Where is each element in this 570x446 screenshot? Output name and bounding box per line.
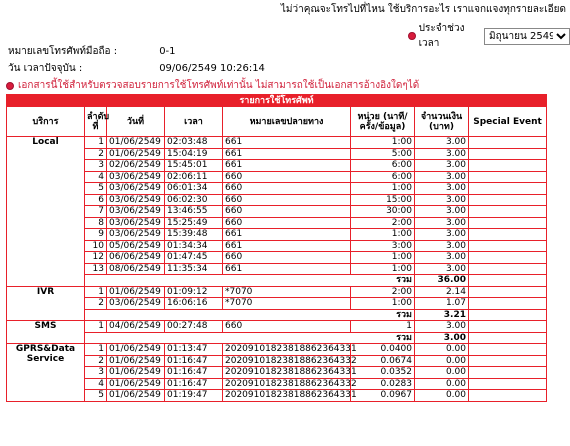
- special-event-cell: [469, 286, 547, 298]
- service-cell: GPRS&Data Service: [7, 344, 85, 402]
- table-cell: 9: [85, 229, 107, 241]
- table-cell: 05/06/2549: [107, 240, 165, 252]
- table-cell: 661: [223, 229, 351, 241]
- phone-label: หมายเลขโทรศัพท์มือถือ :: [8, 46, 118, 57]
- column-header: บริการ: [7, 107, 85, 137]
- table-cell: 12: [85, 252, 107, 264]
- table-cell: 202091018238188623643​32: [223, 355, 351, 367]
- special-event-cell: [469, 252, 547, 264]
- table-cell: 660: [223, 206, 351, 218]
- table-row: [7, 206, 547, 218]
- table-cell: 01/06/2549: [107, 137, 165, 149]
- special-event-cell: [469, 355, 547, 367]
- special-event-cell: [469, 390, 547, 402]
- table-cell: 01:16:47: [165, 355, 223, 367]
- datetime-label: วัน เวลาปัจจุบัน :: [8, 63, 83, 74]
- column-header: หน่วย (นาที/ครั้ง/ข้อมูล): [351, 107, 415, 137]
- table-cell: 0.00: [415, 355, 469, 367]
- table-cell: 01/06/2549: [107, 148, 165, 160]
- special-event-cell: [469, 275, 547, 287]
- table-cell: 1:00: [351, 137, 415, 149]
- sum-value: 3.00: [415, 332, 469, 344]
- special-event-cell: [469, 217, 547, 229]
- table-cell: 4: [85, 171, 107, 183]
- table-cell: 3:00: [351, 240, 415, 252]
- table-header-row: [7, 107, 547, 137]
- table-cell: 3.00: [415, 206, 469, 218]
- table-cell: 202091018238188623643​31: [223, 390, 351, 402]
- phone-row: [8, 44, 176, 59]
- table-cell: 5: [85, 390, 107, 402]
- table-cell: 3.00: [415, 137, 469, 149]
- table-cell: 660: [223, 183, 351, 195]
- table-cell: 01/06/2549: [107, 378, 165, 390]
- table-cell: 02:03:48: [165, 137, 223, 149]
- table-cell: 0.0352: [351, 367, 415, 379]
- table-row: [7, 240, 547, 252]
- table-cell: 3.00: [415, 160, 469, 172]
- table-cell: 3.00: [415, 252, 469, 264]
- table-cell: 1:00: [351, 252, 415, 264]
- table-cell: 06:02:30: [165, 194, 223, 206]
- special-event-cell: [469, 240, 547, 252]
- table-row: [7, 160, 547, 172]
- sum-value: 36.00: [415, 275, 469, 287]
- table-cell: 02/06/2549: [107, 160, 165, 172]
- notice: [6, 78, 419, 93]
- column-header: เวลา: [165, 107, 223, 137]
- sum-value: 3.21: [415, 309, 469, 321]
- special-event-cell: [469, 148, 547, 160]
- table-cell: 30:00: [351, 206, 415, 218]
- table-cell: 0.00: [415, 378, 469, 390]
- table-cell: 3.00: [415, 321, 469, 333]
- table-row: [7, 344, 547, 356]
- service-cell: SMS: [7, 321, 85, 344]
- table-cell: 00:27:48: [165, 321, 223, 333]
- table-cell: 1:00: [351, 298, 415, 310]
- table-cell: 1: [85, 344, 107, 356]
- table-cell: 6:00: [351, 160, 415, 172]
- table-cell: 03/06/2549: [107, 194, 165, 206]
- table-cell: 660: [223, 252, 351, 264]
- table-cell: 1:00: [351, 263, 415, 275]
- table-row: [7, 378, 547, 390]
- table-cell: 0.0674: [351, 355, 415, 367]
- table-cell: 1: [85, 286, 107, 298]
- table-cell: 01/06/2549: [107, 344, 165, 356]
- table-cell: 202091018238188623643​32: [223, 378, 351, 390]
- table-row: [7, 217, 547, 229]
- table-cell: 8: [85, 217, 107, 229]
- table-cell: 1: [85, 137, 107, 149]
- table-cell: 3.00: [415, 171, 469, 183]
- table-cell: 6:00: [351, 171, 415, 183]
- table-cell: 4: [85, 378, 107, 390]
- table-cell: 01/06/2549: [107, 286, 165, 298]
- table-cell: 660: [223, 171, 351, 183]
- table-cell: 01/06/2549: [107, 355, 165, 367]
- column-header: วันที่: [107, 107, 165, 137]
- table-cell: 10: [85, 240, 107, 252]
- table-cell: 0.00: [415, 344, 469, 356]
- table-cell: 1:00: [351, 229, 415, 241]
- table-cell: 3.00: [415, 217, 469, 229]
- table-cell: 3.00: [415, 263, 469, 275]
- table-cell: 03/06/2549: [107, 298, 165, 310]
- table-cell: 0.00: [415, 390, 469, 402]
- special-event-cell: [469, 194, 547, 206]
- table-cell: 13:46:55: [165, 206, 223, 218]
- table-cell: 6: [85, 194, 107, 206]
- special-event-cell: [469, 367, 547, 379]
- table-cell: 01:19:47: [165, 390, 223, 402]
- table-cell: *7070: [223, 286, 351, 298]
- table-row: [7, 286, 547, 298]
- table-cell: 1:00: [351, 183, 415, 195]
- table-cell: 0.0400: [351, 344, 415, 356]
- table-cell: 3: [85, 367, 107, 379]
- table-cell: 3.00: [415, 229, 469, 241]
- table-row: [7, 263, 547, 275]
- special-event-cell: [469, 183, 547, 195]
- table-cell: 01:13:47: [165, 344, 223, 356]
- usage-table: [6, 94, 547, 402]
- phone-value: 0-1: [159, 46, 176, 57]
- usage-table-container: [6, 94, 546, 446]
- table-cell: 03/06/2549: [107, 217, 165, 229]
- table-cell: 1: [351, 321, 415, 333]
- table-cell: 01/06/2549: [107, 390, 165, 402]
- table-body: [7, 137, 547, 402]
- table-cell: 3.00: [415, 183, 469, 195]
- table-cell: 2: [85, 298, 107, 310]
- special-event-cell: [469, 344, 547, 356]
- table-row: [7, 298, 547, 310]
- bullet-icon: [408, 32, 416, 40]
- header-tagline: ไม่ว่าคุณจะโทรไปที่ไหน ใช้บริการอะไร เราแจกแจงทุกรายละเอียด: [280, 4, 566, 15]
- table-cell: 5: [85, 183, 107, 195]
- table-cell: 03/06/2549: [107, 206, 165, 218]
- table-cell: 01/06/2549: [107, 367, 165, 379]
- table-row: [7, 229, 547, 241]
- table-cell: 2:00: [351, 286, 415, 298]
- sum-label: รวม: [85, 309, 415, 321]
- table-row: [7, 252, 547, 264]
- table-cell: 01:09:12: [165, 286, 223, 298]
- table-cell: 2.14: [415, 286, 469, 298]
- table-cell: 660: [223, 194, 351, 206]
- datetime-row: [8, 61, 265, 76]
- special-event-cell: [469, 171, 547, 183]
- service-cell: Local: [7, 137, 85, 287]
- table-cell: 08/06/2549: [107, 263, 165, 275]
- sum-row: [7, 332, 547, 344]
- special-event-cell: [469, 298, 547, 310]
- table-cell: 3.00: [415, 194, 469, 206]
- special-event-cell: [469, 332, 547, 344]
- table-row: [7, 355, 547, 367]
- table-row: [7, 137, 547, 149]
- table-cell: 202091018238188623643​31: [223, 367, 351, 379]
- table-cell: 01:16:47: [165, 367, 223, 379]
- table-cell: 2:00: [351, 217, 415, 229]
- table-cell: 661: [223, 137, 351, 149]
- table-cell: 660: [223, 217, 351, 229]
- table-cell: 06/06/2549: [107, 252, 165, 264]
- table-title: รายการใช้โทรศัพท์: [7, 95, 547, 107]
- datetime-value: 09/06/2549 10:26:14: [159, 63, 265, 74]
- table-cell: 15:00: [351, 194, 415, 206]
- sum-label: รวม: [85, 332, 415, 344]
- column-header: ลำดับที่: [85, 107, 107, 137]
- table-cell: 01:16:47: [165, 378, 223, 390]
- table-cell: 2: [85, 148, 107, 160]
- table-row: [7, 171, 547, 183]
- table-cell: 03/06/2549: [107, 171, 165, 183]
- special-event-cell: [469, 263, 547, 275]
- table-row: [7, 183, 547, 195]
- table-cell: 06:01:34: [165, 183, 223, 195]
- table-cell: 03/06/2549: [107, 183, 165, 195]
- table-row: [7, 148, 547, 160]
- table-cell: 660: [223, 321, 351, 333]
- table-cell: 01:34:34: [165, 240, 223, 252]
- table-row: [7, 321, 547, 333]
- table-cell: 03/06/2549: [107, 229, 165, 241]
- special-event-cell: [469, 206, 547, 218]
- table-cell: 661: [223, 148, 351, 160]
- table-row: [7, 367, 547, 379]
- table-cell: 3.00: [415, 240, 469, 252]
- table-cell: 02:06:11: [165, 171, 223, 183]
- special-event-cell: [469, 137, 547, 149]
- column-header: Special Event: [469, 107, 547, 137]
- table-row: [7, 390, 547, 402]
- table-cell: 01:47:45: [165, 252, 223, 264]
- table-cell: 0.00: [415, 367, 469, 379]
- sum-row: [7, 275, 547, 287]
- table-cell: 661: [223, 240, 351, 252]
- table-cell: 0.0967: [351, 390, 415, 402]
- table-cell: 15:39:48: [165, 229, 223, 241]
- table-cell: 2020910182381886236433​1: [223, 344, 351, 356]
- special-event-cell: [469, 160, 547, 172]
- table-cell: 7: [85, 206, 107, 218]
- column-header: จำนวนเงิน (บาท): [415, 107, 469, 137]
- special-event-cell: [469, 309, 547, 321]
- period-label: ประจำช่วงเวลา: [418, 23, 465, 49]
- special-event-cell: [469, 378, 547, 390]
- special-event-cell: [469, 321, 547, 333]
- table-cell: 13: [85, 263, 107, 275]
- table-cell: 661: [223, 263, 351, 275]
- table-cell: 15:25:49: [165, 217, 223, 229]
- bullet-icon: [6, 82, 14, 90]
- table-cell: 04/06/2549: [107, 321, 165, 333]
- table-cell: 11:35:34: [165, 263, 223, 275]
- table-cell: *7070: [223, 298, 351, 310]
- period-selector: [408, 21, 570, 51]
- special-event-cell: [469, 229, 547, 241]
- table-cell: 15:04:19: [165, 148, 223, 160]
- table-cell: 1: [85, 321, 107, 333]
- notice-text: เอกสารนี้ใช้สำหรับตรวจสอบรายการใช้โทรศัพท์เท่านั้น ไม่สามารถใช้เป็นเอกสารอ้างอิงใดๆได้: [18, 80, 420, 91]
- service-cell: IVR: [7, 286, 85, 321]
- table-cell: 15:45:01: [165, 160, 223, 172]
- sum-label: รวม: [85, 275, 415, 287]
- table-cell: 3: [85, 160, 107, 172]
- table-cell: 3.00: [415, 148, 469, 160]
- period-select[interactable]: [484, 28, 570, 45]
- table-row: [7, 194, 547, 206]
- table-cell: 2: [85, 355, 107, 367]
- column-header: หมายเลขปลายทาง: [223, 107, 351, 137]
- table-cell: 0.0283: [351, 378, 415, 390]
- sum-row: [7, 309, 547, 321]
- table-cell: 1.07: [415, 298, 469, 310]
- table-cell: 16:06:16: [165, 298, 223, 310]
- table-cell: 5:00: [351, 148, 415, 160]
- table-cell: 661: [223, 160, 351, 172]
